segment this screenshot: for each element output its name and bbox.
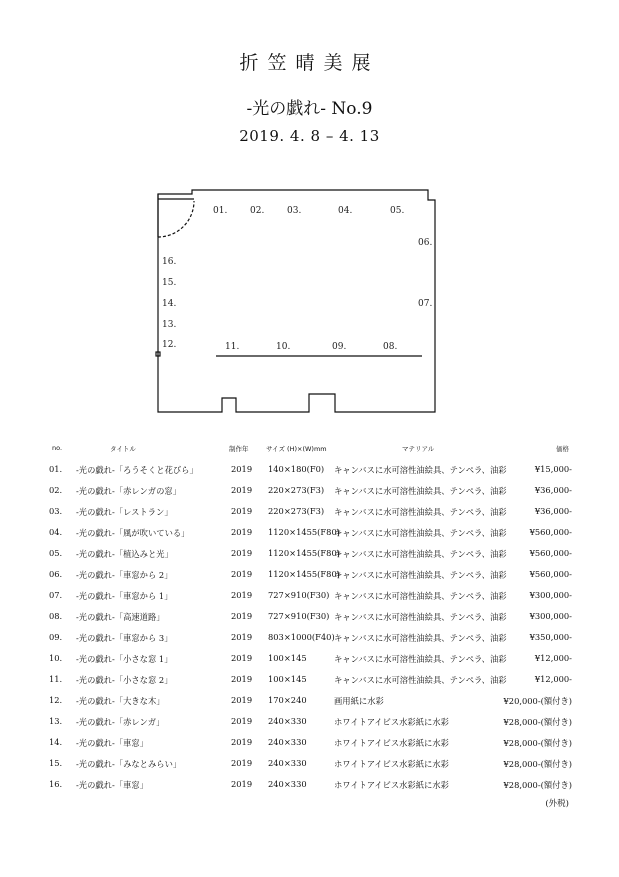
row-year: 2019: [231, 527, 253, 537]
row-material: キャンバスに水可溶性油絵具、テンペラ、油彩: [334, 549, 507, 559]
tax-footnote: (外税): [545, 799, 569, 809]
row-no: 04.: [49, 527, 63, 537]
row-price: ¥300,000-: [529, 611, 572, 621]
row-price: ¥560,000-: [529, 548, 572, 558]
row-title: -光の戯れ-「小さな窓 1」: [76, 654, 173, 664]
row-title: -光の戯れ-「赤レンガ」: [76, 717, 165, 727]
row-price: ¥350,000-: [529, 632, 572, 642]
row-size: 240×330: [268, 716, 307, 726]
floor-plan-outline: [158, 190, 435, 412]
row-no: 10.: [49, 653, 63, 663]
row-year: 2019: [231, 590, 253, 600]
row-size: 803×1000(F40): [268, 632, 335, 642]
row-year: 2019: [231, 779, 253, 789]
row-year: 2019: [231, 695, 253, 705]
row-title: -光の戯れ-「みなとみらい」: [76, 759, 182, 769]
row-size: 100×145: [268, 653, 307, 663]
row-size: 170×240: [268, 695, 307, 705]
plan-label-10: 10.: [276, 342, 291, 352]
row-year: 2019: [231, 653, 253, 663]
row-no: 09.: [49, 632, 63, 642]
row-year: 2019: [231, 611, 253, 621]
row-year: 2019: [231, 548, 253, 558]
plan-label-12: 12.: [162, 340, 177, 350]
row-size: 240×330: [268, 779, 307, 789]
row-year: 2019: [231, 737, 253, 747]
row-material: キャンバスに水可溶性油絵具、テンペラ、油彩: [334, 633, 507, 643]
plan-label-07: 07.: [418, 299, 433, 309]
exhibition-title: 折笠晴美展: [239, 52, 380, 74]
row-price: ¥36,000-: [534, 485, 572, 495]
row-year: 2019: [231, 716, 253, 726]
row-price: ¥36,000-: [534, 506, 572, 516]
row-no: 06.: [49, 569, 63, 579]
row-price: ¥28,000-(額付き): [503, 780, 572, 790]
plan-label-03: 03.: [287, 206, 302, 216]
row-title: -光の戯れ-「小さな窓 2」: [76, 675, 173, 685]
row-size: 240×330: [268, 758, 307, 768]
col-header-size: サイズ (H)×(W)mm: [266, 445, 327, 453]
row-no: 08.: [49, 611, 63, 621]
row-size: 220×273(F3): [268, 485, 325, 495]
plan-label-06: 06.: [418, 238, 433, 248]
row-year: 2019: [231, 758, 253, 768]
row-material: キャンバスに水可溶性油絵具、テンペラ、油彩: [334, 654, 507, 664]
row-title: -光の戯れ-「車窓」: [76, 738, 148, 748]
plan-label-01: 01.: [213, 206, 228, 216]
row-title: -光の戯れ-「車窓」: [76, 780, 148, 790]
row-size: 1120×1455(F80): [268, 527, 340, 537]
row-no: 05.: [49, 548, 63, 558]
row-price: ¥28,000-(額付き): [503, 717, 572, 727]
row-year: 2019: [231, 464, 253, 474]
row-price: ¥20,000-(額付き): [503, 696, 572, 706]
row-material: キャンバスに水可溶性油絵具、テンペラ、油彩: [334, 612, 507, 622]
row-size: 100×145: [268, 674, 307, 684]
row-size: 727×910(F30): [268, 590, 330, 600]
row-material: 画用紙に水彩: [334, 696, 384, 706]
row-no: 11.: [49, 674, 63, 684]
row-size: 140×180(F0): [268, 464, 325, 474]
col-header-title: タイトル: [110, 445, 136, 453]
row-title: -光の戯れ-「ろうそくと花びら」: [76, 465, 198, 475]
plan-label-08: 08.: [383, 342, 398, 352]
row-material: キャンバスに水可溶性油絵具、テンペラ、油彩: [334, 465, 507, 475]
row-no: 15.: [49, 758, 63, 768]
row-year: 2019: [231, 569, 253, 579]
row-no: 16.: [49, 779, 63, 789]
row-price: ¥28,000-(額付き): [503, 759, 572, 769]
plan-label-16: 16.: [162, 257, 177, 267]
row-title: -光の戯れ-「車窓から 1」: [76, 591, 173, 601]
row-title: -光の戯れ-「赤レンガの窓」: [76, 486, 181, 496]
plan-label-09: 09.: [332, 342, 347, 352]
row-price: ¥560,000-: [529, 527, 572, 537]
row-title: -光の戯れ-「植込みと光」: [76, 549, 173, 559]
row-title: -光の戯れ-「大きな木」: [76, 696, 165, 706]
row-material: キャンバスに水可溶性油絵具、テンペラ、油彩: [334, 507, 507, 517]
row-size: 220×273(F3): [268, 506, 325, 516]
row-no: 01.: [49, 464, 63, 474]
row-title: -光の戯れ-「風が吹いている」: [76, 528, 190, 538]
row-price: ¥28,000-(額付き): [503, 738, 572, 748]
row-price: ¥300,000-: [529, 590, 572, 600]
row-no: 03.: [49, 506, 63, 516]
row-no: 13.: [49, 716, 63, 726]
row-material: キャンバスに水可溶性油絵具、テンペラ、油彩: [334, 486, 507, 496]
plan-label-04: 04.: [338, 206, 353, 216]
row-price: ¥560,000-: [529, 569, 572, 579]
row-no: 02.: [49, 485, 63, 495]
floor-plan: [150, 185, 450, 417]
row-size: 1120×1455(F80): [268, 569, 340, 579]
col-header-no: no.: [52, 444, 63, 452]
row-material: キャンバスに水可溶性油絵具、テンペラ、油彩: [334, 528, 507, 538]
row-title: -光の戯れ-「車窓から 2」: [76, 570, 173, 580]
exhibition-subtitle: -光の戯れ- No.9: [246, 99, 373, 119]
col-header-price: 価格: [556, 445, 569, 453]
row-material: ホワイトアイビス水彩紙に水彩: [334, 717, 449, 727]
row-title: -光の戯れ-「高速道路」: [76, 612, 165, 622]
row-no: 14.: [49, 737, 63, 747]
col-header-year: 制作年: [229, 445, 249, 453]
plan-label-11: 11.: [225, 342, 240, 352]
row-size: 727×910(F30): [268, 611, 330, 621]
plan-label-02: 02.: [250, 206, 265, 216]
row-size: 1120×1455(F80): [268, 548, 340, 558]
plan-label-05: 05.: [390, 206, 405, 216]
exhibition-dates: 2019. 4. 8 – 4. 13: [239, 127, 380, 145]
row-year: 2019: [231, 674, 253, 684]
row-no: 12.: [49, 695, 63, 705]
row-title: -光の戯れ-「レストラン」: [76, 507, 173, 517]
row-year: 2019: [231, 632, 253, 642]
plan-label-14: 14.: [162, 299, 177, 309]
row-title: -光の戯れ-「車窓から 3」: [76, 633, 173, 643]
row-no: 07.: [49, 590, 63, 600]
row-size: 240×330: [268, 737, 307, 747]
col-header-material: マテリアル: [402, 445, 435, 453]
plan-label-15: 15.: [162, 278, 177, 288]
door-swing-arc: [158, 201, 194, 237]
row-material: キャンバスに水可溶性油絵具、テンペラ、油彩: [334, 591, 507, 601]
row-material: ホワイトアイビス水彩紙に水彩: [334, 759, 449, 769]
row-material: ホワイトアイビス水彩紙に水彩: [334, 780, 449, 790]
row-year: 2019: [231, 506, 253, 516]
row-material: キャンバスに水可溶性油絵具、テンペラ、油彩: [334, 675, 507, 685]
row-price: ¥15,000-: [534, 464, 572, 474]
row-year: 2019: [231, 485, 253, 495]
row-material: ホワイトアイビス水彩紙に水彩: [334, 738, 449, 748]
row-price: ¥12,000-: [534, 674, 572, 684]
row-price: ¥12,000-: [534, 653, 572, 663]
plan-label-13: 13.: [162, 320, 177, 330]
row-material: キャンバスに水可溶性油絵具、テンペラ、油彩: [334, 570, 507, 580]
